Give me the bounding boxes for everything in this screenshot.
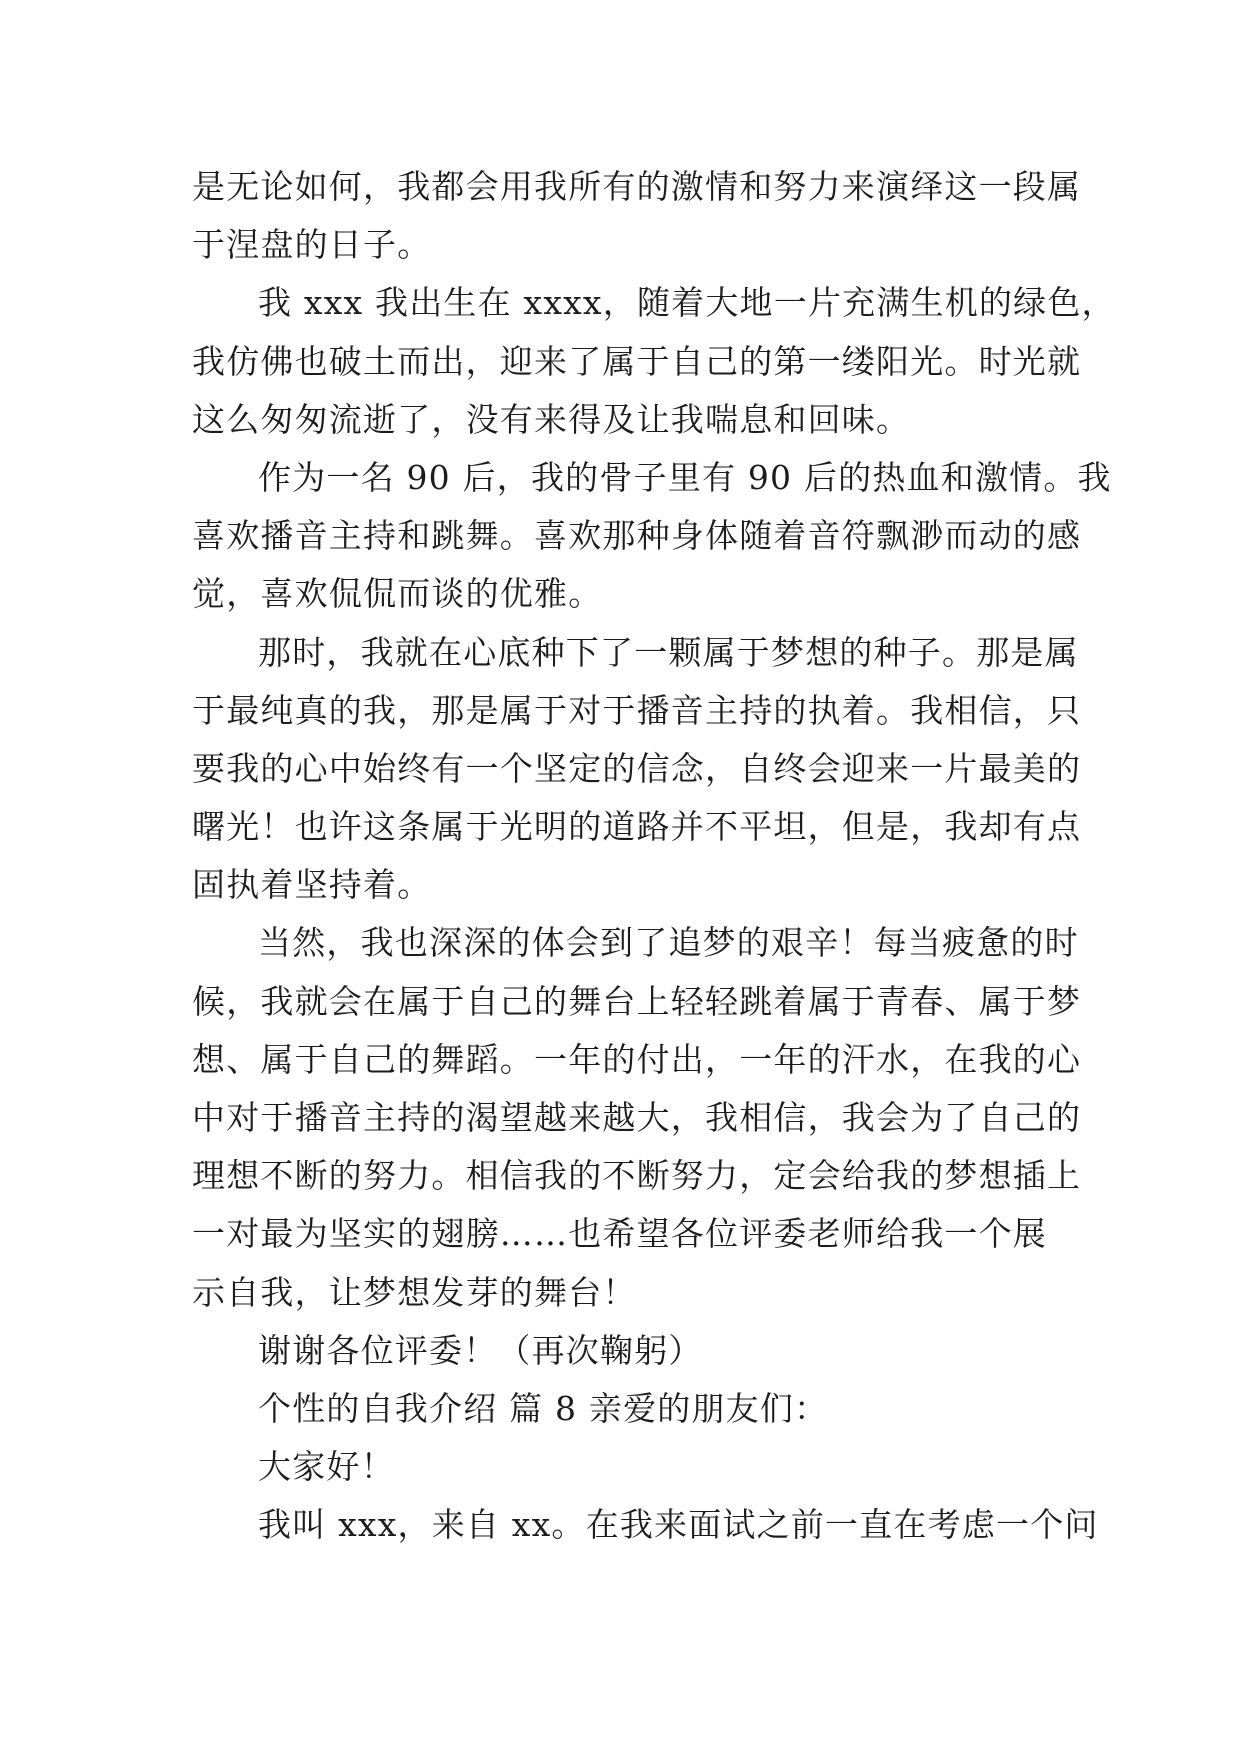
text-line: 想、属于自己的舞蹈。一年的付出，一年的汗水，在我的心	[192, 1039, 1082, 1079]
text-line: 于涅盘的日子。	[192, 225, 432, 265]
text-line: 喜欢播音主持和跳舞。喜欢那种身体随着音符飘渺而动的感	[192, 516, 1082, 556]
text-line: 候，我就会在属于自己的舞台上轻轻跳着属于青春、属于梦	[192, 981, 1082, 1021]
text-line: 这么匆匆流逝了，没有来得及让我喘息和回味。	[192, 399, 911, 439]
text-line: 示自我，让梦想发芽的舞台！	[192, 1272, 637, 1312]
text-line: 谢谢各位评委！（再次鞠躬）	[258, 1330, 703, 1370]
text-line: 我仿佛也破土而出，迎来了属于自己的第一缕阳光。时光就	[192, 341, 1082, 381]
text-line: 是无论如何，我都会用我所有的激情和努力来演绎这一段属	[192, 167, 1082, 206]
text-line: 我 xxx 我出生在 xxxx，随着大地一片充满生机的绿色，	[258, 283, 1116, 323]
text-line: 曙光！也许这条属于光明的道路并不平坦，但是，我却有点	[192, 807, 1082, 847]
text-line: 固执着坚持着。	[192, 865, 432, 905]
text-line: 作为一名 90 后，我的骨子里有 90 后的热血和激情。我	[258, 457, 1112, 497]
text-line: 于最纯真的我，那是属于对于播音主持的执着。我相信，只	[192, 690, 1082, 730]
body-text	[192, 158, 1116, 1555]
text-line: 要我的心中始终有一个坚定的信念，自终会迎来一片最美的	[192, 748, 1082, 788]
text-line: 当然，我也深深的体会到了追梦的艰辛！每当疲惫的时	[258, 923, 1079, 963]
text-line: 理想不断的努力。相信我的不断努力，定会给我的梦想插上	[192, 1156, 1082, 1196]
text-line: 觉，喜欢侃侃而谈的优雅。	[192, 574, 603, 614]
text-line: 我叫 xxx，来自 xx。在我来面试之前一直在考虑一个问	[258, 1505, 1099, 1545]
text-line: 那时，我就在心底种下了一颗属于梦想的种子。那是属	[258, 632, 1079, 672]
text-line: 个性的自我介绍 篇 8 亲爱的朋友们：	[258, 1388, 829, 1428]
text-line: 一对最为坚实的翅膀……也希望各位评委老师给我一个展	[192, 1214, 1047, 1254]
text-line: 大家好！	[258, 1447, 395, 1487]
text-line: 中对于播音主持的渴望越来越大，我相信，我会为了自己的	[192, 1098, 1082, 1137]
